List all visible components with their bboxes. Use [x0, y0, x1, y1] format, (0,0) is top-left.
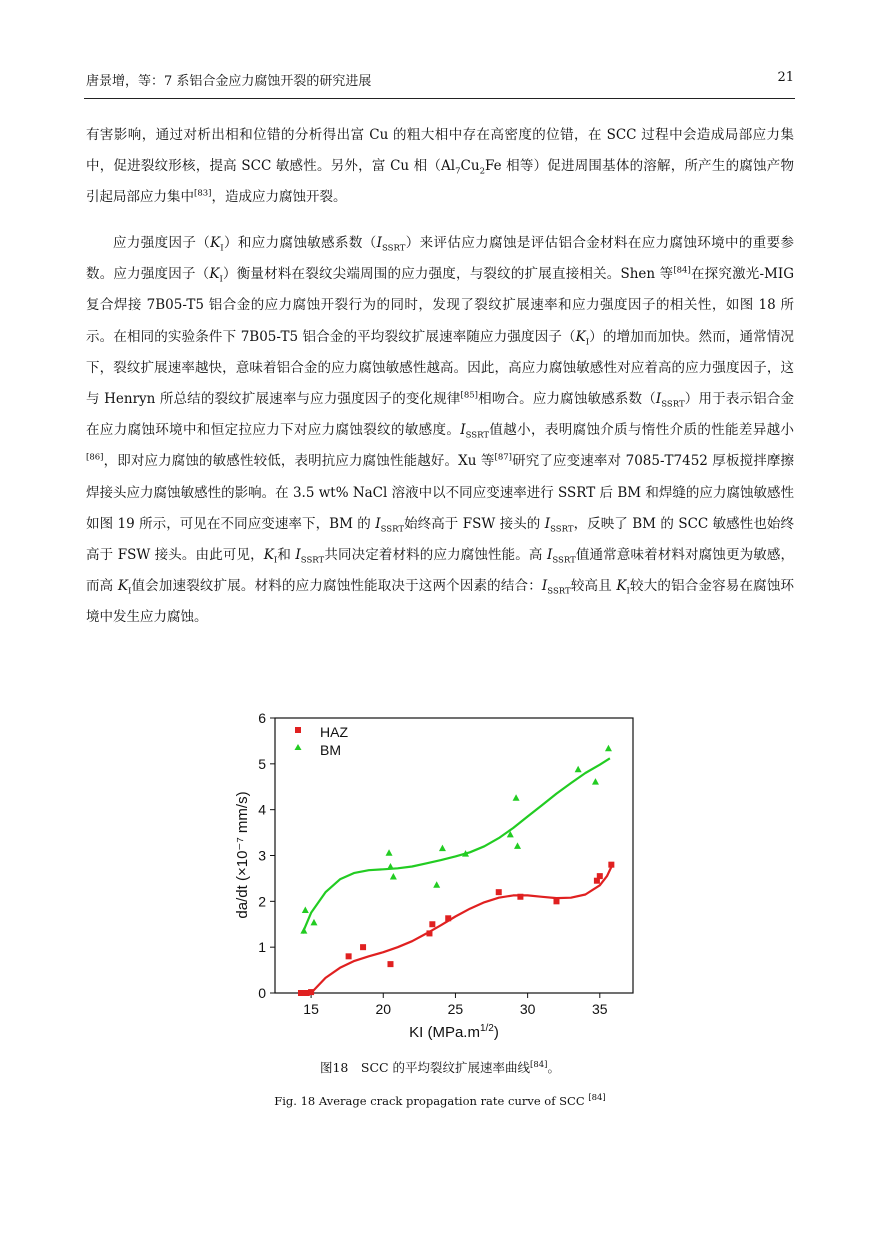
axis-ticks [258, 710, 608, 1017]
text-run: 共同决定着材料的应力腐蚀性能。高 [324, 547, 547, 564]
header-rule [84, 98, 795, 99]
subscript: SSRT [380, 524, 404, 535]
data-point-bm [514, 842, 521, 849]
plot-frame [275, 718, 633, 993]
data-point-haz [346, 953, 352, 959]
x-tick-label: 35 [592, 1001, 608, 1017]
text-run: ）和应力腐蚀敏感系数（ [223, 235, 377, 251]
chart-legend [295, 724, 349, 758]
legend-label-bm: BM [320, 742, 341, 758]
text-run: 值通常意味着材料对腐蚀更为敏感，而高 [86, 547, 794, 595]
subscript: SSRT [300, 555, 325, 566]
x-tick-label: 30 [519, 1001, 536, 1017]
data-markers [298, 745, 614, 996]
text-run: 相吻合。应力腐蚀敏感系数（ [478, 391, 656, 408]
symbol-k: K [209, 266, 220, 283]
data-point-bm [433, 881, 440, 888]
symbol-k: K [616, 578, 627, 595]
data-point-haz [608, 862, 614, 868]
fit-curve-bm [302, 758, 610, 933]
data-point-haz [298, 990, 304, 996]
text-run: ）来评估应力腐蚀是评估铝合金材料在应力腐蚀环境中的重要参数。应力强度因子（ [86, 235, 795, 283]
subscript: 7 [455, 166, 461, 177]
subscript: I [273, 555, 278, 566]
x-axis-label-main: KI (MPa.m [409, 1024, 480, 1041]
page-number: 21 [777, 70, 794, 85]
symbol-i: I [547, 547, 553, 564]
data-point-bm [310, 919, 317, 926]
text-run: 应力强度因子（ [113, 235, 211, 251]
subscript: I [585, 337, 590, 348]
citation-ref: [84] [673, 265, 691, 276]
symbol-k: K [575, 328, 586, 345]
caption-text: 。 [547, 1060, 561, 1075]
symbol-i: I [544, 515, 551, 532]
y-axis-label: da/dt (×10⁻⁷ mm/s) [234, 791, 251, 919]
text-run: 值越小，表明腐蚀介质与惰性介质的性能差异越小 [489, 422, 795, 439]
crack-rate-chart [200, 705, 660, 1055]
citation-ref: [83] [194, 188, 212, 199]
text-run: ）的增加而加快。然而，通常情况下，裂纹扩展速率越快，意味着铝合金的应力腐蚀敏感性越高。因此，高应力腐蚀敏感性对应着高的应力强度因子，这与 Henryn 所总结的裂纹扩展速率与应力强度因子的变化规律 [86, 328, 794, 408]
data-point-bm [605, 745, 612, 752]
symbol-i: I [460, 422, 466, 439]
text-run: 有害影响，通过对析出相和位错的分析得出富 Cu 的粗大相中存在高密度的位错，在 SCC 过程中会造成局部应力集中，促进裂纹形核，提高 SCC 敏感性。另外，富 Cu 相（Al [86, 127, 794, 175]
paragraph-1 [86, 120, 794, 214]
data-point-bm [300, 927, 307, 934]
subscript: I [220, 243, 224, 254]
x-tick-label: 15 [303, 1001, 319, 1017]
data-point-bm [386, 849, 393, 856]
citation-ref: [87] [494, 452, 512, 463]
data-point-haz [426, 930, 432, 936]
text-run: Cu [460, 158, 480, 175]
subscript: I [219, 274, 223, 285]
text-run: ，即对应力腐蚀的敏感性较低，表明抗应力腐蚀性能越好。Xu 等 [103, 453, 495, 470]
text-run: 值会加速裂纹扩展。材料的应力腐蚀性能取决于这两个因素的结合： [131, 578, 542, 595]
symbol-k: K [210, 235, 221, 251]
x-axis-label-end: ) [493, 1024, 499, 1041]
data-point-haz [496, 889, 502, 895]
text-run: 在探究激光-MIG 复合焊接 7B05-T5 铝合金的应力腐蚀开裂行为的同时，发现了裂纹扩展速率和应力强度因子的相关性，如图 18 所示。在相同的实验条件下 7B05-T5 铝合金的平均裂纹扩展速率随应力强度因子（ [86, 266, 794, 345]
y-tick-label: 6 [258, 710, 266, 726]
data-point-bm [575, 766, 582, 773]
x-tick-label: 25 [447, 1001, 464, 1017]
data-point-bm [302, 907, 309, 914]
subscript: SSRT [382, 243, 406, 254]
legend-marker-bm [295, 744, 302, 750]
symbol-i: I [541, 578, 548, 595]
y-tick-label: 0 [258, 985, 266, 1001]
subscript: SSRT [661, 399, 685, 410]
y-tick-label: 3 [258, 847, 266, 864]
data-point-haz [597, 873, 603, 879]
symbol-k: K [263, 547, 274, 564]
data-point-bm [513, 794, 520, 801]
figure-caption-en [86, 1094, 794, 1108]
citation-ref: [85] [460, 390, 478, 401]
caption-text: Fig. 18 Average crack propagation rate curve of SCC [274, 1094, 589, 1108]
subscript: I [626, 586, 630, 597]
text-run: ）衡量材料在裂纹尖端周围的应力强度，与裂纹的扩展直接相关。Shen 等 [222, 266, 674, 283]
subscript: SSRT [465, 430, 490, 441]
data-point-haz [553, 898, 559, 904]
symbol-i: I [375, 515, 381, 532]
text-run: 较高且 [570, 578, 617, 595]
data-point-haz [445, 915, 451, 921]
subscript: SSRT [547, 586, 571, 597]
symbol-i: I [376, 235, 382, 251]
citation-ref: [84] [588, 1093, 606, 1104]
data-point-haz [387, 961, 393, 967]
text-run: ，造成应力腐蚀开裂。 [211, 189, 347, 206]
data-point-bm [439, 845, 446, 852]
paragraph-2 [86, 228, 794, 634]
figure-caption-cn [86, 1058, 794, 1076]
data-point-haz [429, 921, 435, 927]
text-run: 研究了应变速率对 7085-T7452 厚板搅拌摩擦焊接头应力腐蚀敏感性的影响。在 3.5 wt% NaCl 溶液中以不同应变速率进行 SSRT 后 BM 和焊缝的应力腐蚀敏感性如图 19 所示，可见在不同应变速率下，BM 的 [86, 453, 794, 532]
caption-text: 图18 SCC 的平均裂纹扩展速率曲线 [319, 1060, 531, 1075]
citation-ref: [86] [86, 452, 104, 463]
text-run: 较大的铝合金容易在腐蚀环境中发生应力腐蚀。 [86, 578, 795, 626]
subscript: SSRT [552, 555, 576, 566]
citation-ref: [84] [530, 1059, 548, 1070]
symbol-i: I [295, 547, 301, 564]
subscript: I [127, 586, 132, 597]
symbol-k: K [117, 578, 128, 595]
legend-label-haz: HAZ [320, 724, 348, 740]
data-point-haz [308, 989, 314, 995]
y-tick-label: 4 [258, 801, 266, 818]
legend-marker-haz [295, 727, 301, 733]
y-tick-label: 5 [258, 755, 266, 772]
data-point-bm [390, 873, 397, 880]
text-run: 和 [277, 547, 296, 564]
fit-curve-haz [311, 867, 611, 993]
text-run: 始终高于 FSW 接头的 [404, 515, 545, 532]
data-point-haz [517, 894, 523, 900]
y-tick-label: 1 [258, 939, 266, 956]
y-tick-label: 2 [258, 893, 266, 910]
text-run: Fe 相等）促进周围基体的溶解，所产生的腐蚀产物引起局部应力集中 [86, 158, 794, 206]
x-axis-label-sup: 1/2 [479, 1023, 494, 1034]
subscript: 2 [479, 166, 485, 177]
data-point-bm [387, 863, 394, 870]
header-title: 唐景增，等：7 系铝合金应力腐蚀开裂的研究进展 [86, 74, 372, 89]
data-point-haz [360, 944, 366, 950]
x-tick-label: 20 [375, 1001, 392, 1017]
text-run: ，反映了 BM 的 SCC 敏感性也始终高于 FSW 接头。由此可见， [86, 515, 794, 564]
text-run: ）用于表示铝合金在应力腐蚀环境中和恒定拉应力下对应力腐蚀裂纹的敏感度。 [86, 391, 794, 439]
data-point-bm [592, 778, 599, 785]
symbol-i: I [655, 391, 662, 408]
subscript: SSRT [550, 524, 574, 535]
x-axis-label [409, 1023, 499, 1041]
